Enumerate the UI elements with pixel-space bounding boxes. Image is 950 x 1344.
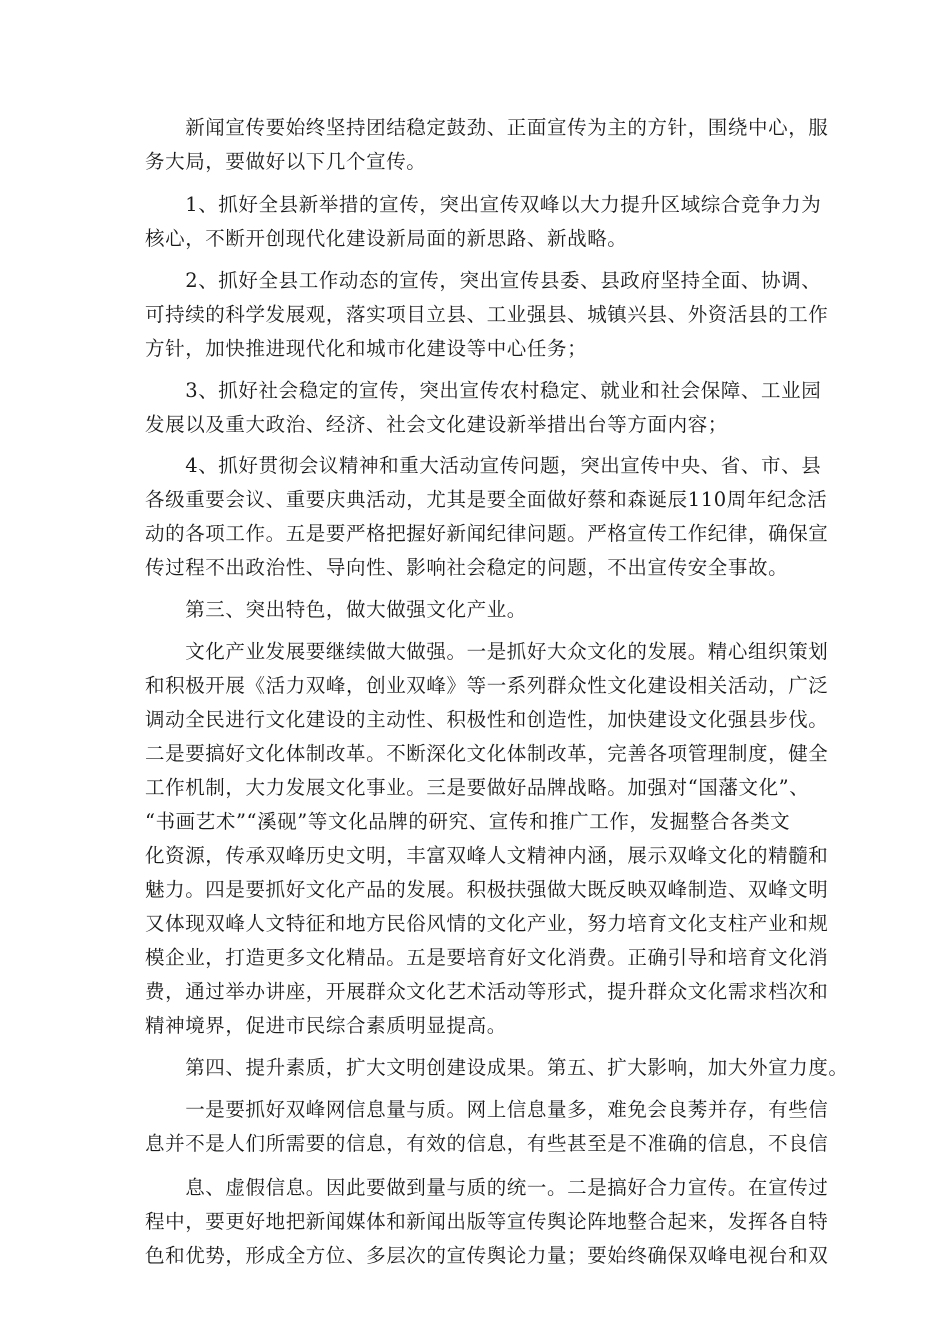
text-line: 和积极开展《活力双峰，创业双峰》等一系列群众性文化建设相关活动，广泛 bbox=[145, 674, 829, 697]
text-line: 魅力。四是要抓好文化产品的发展。积极扶强做大既反映双峰制造、双峰文明 bbox=[145, 878, 829, 901]
text-line: 精神境界，促进市民综合素质明显提高。 bbox=[145, 1014, 507, 1037]
text-line: 第三、突出特色，做大做强文化产业。 bbox=[145, 598, 527, 621]
text-line: 3、抓好社会稳定的宣传，突出宣传农村稳定、就业和社会保障、工业园 bbox=[145, 379, 822, 402]
text-line: 又体现双峰人文特征和地方民俗风情的文化产业，努力培育文化支柱产业和规 bbox=[145, 912, 829, 935]
text-line: 传过程不出政治性、导向性、影响社会稳定的问题，不出宣传安全事故。 bbox=[145, 556, 789, 579]
text-line: 色和优势，形成全方位、多层次的宣传舆论力量；要始终确保双峰电视台和双 bbox=[145, 1244, 829, 1267]
text-line: 核心，不断开创现代化建设新局面的新思路、新战略。 bbox=[145, 227, 628, 250]
text-line: 文化产业发展要继续做大做强。一是抓好大众文化的发展。精心组织策划 bbox=[145, 640, 829, 663]
text-line: 第四、提升素质，扩大文明创建设成果。第五、扩大影响，加大外宣力度。 bbox=[145, 1056, 849, 1079]
text-line: 方针，加快推进现代化和城市化建设等中心任务； bbox=[145, 337, 588, 360]
text-line: 化资源，传承双峰历史文明，丰富双峰人文精神内涵，展示双峰文化的精髓和 bbox=[145, 844, 829, 867]
text-line: 调动全民进行文化建设的主动性、积极性和创造性，加快建设文化强县步伐。 bbox=[145, 708, 829, 731]
text-line: 模企业，打造更多文化精品。五是要培育好文化消费。正确引导和培育文化消 bbox=[145, 946, 829, 969]
text-line: 新闻宣传要始终坚持团结稳定鼓劲、正面宣传为主的方针，围绕中心，服 bbox=[145, 116, 829, 139]
text-line: 一是要抓好双峰网信息量与质。网上信息量多，难免会良莠并存，有些信 bbox=[145, 1098, 829, 1121]
text-line: 1、抓好全县新举措的宣传，突出宣传双峰以大力提升区域综合竞争力为 bbox=[145, 193, 822, 216]
text-line: “书画艺术”“溪砚”等文化品牌的研究、宣传和推广工作，发掘整合各类文 bbox=[145, 810, 791, 833]
text-line: 4、抓好贯彻会议精神和重大活动宣传问题，突出宣传中央、省、市、县 bbox=[145, 454, 822, 477]
text-line: 务大局，要做好以下几个宣传。 bbox=[145, 150, 427, 173]
text-line: 2、抓好全县工作动态的宣传，突出宣传县委、县政府坚持全面、协调、 bbox=[145, 269, 822, 292]
text-line: 动的各项工作。五是要严格把握好新闻纪律问题。严格宣传工作纪律，确保宣 bbox=[145, 522, 829, 545]
text-line: 二是要搞好文化体制改革。不断深化文化体制改革，完善各项管理制度，健全 bbox=[145, 742, 829, 765]
text-line: 工作机制，大力发展文化事业。三是要做好品牌战略。加强对“国藩文化”、 bbox=[145, 776, 810, 799]
text-line: 可持续的科学发展观，落实项目立县、工业强县、城镇兴县、外资活县的工作 bbox=[145, 303, 829, 326]
text-line: 发展以及重大政治、经济、社会文化建设新举措出台等方面内容； bbox=[145, 413, 728, 436]
text-line: 息、虚假信息。因此要做到量与质的统一。二是搞好合力宣传。在宣传过 bbox=[145, 1176, 829, 1199]
text-line: 各级重要会议、重要庆典活动，尤其是要全面做好蔡和森诞辰110周年纪念活 bbox=[145, 488, 828, 511]
text-line: 程中，要更好地把新闻媒体和新闻出版等宣传舆论阵地整合起来，发挥各自特 bbox=[145, 1210, 829, 1233]
text-line: 息并不是人们所需要的信息，有效的信息，有些甚至是不准确的信息，不良信 bbox=[145, 1132, 829, 1155]
text-line: 费，通过举办讲座，开展群众文化艺术活动等形式，提升群众文化需求档次和 bbox=[145, 980, 829, 1003]
